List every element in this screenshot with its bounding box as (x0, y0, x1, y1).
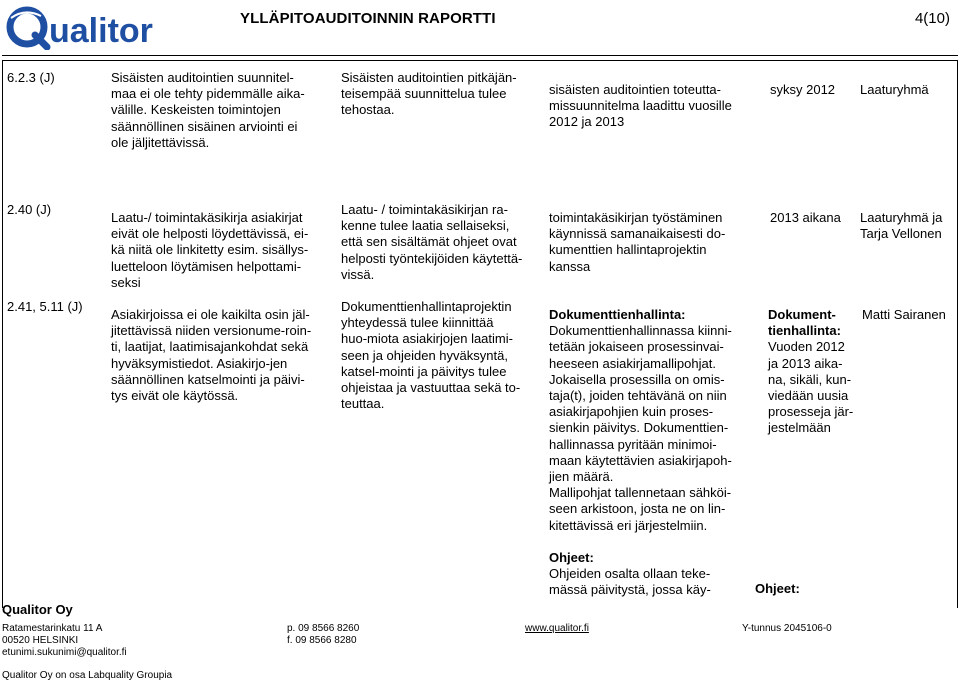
finding-text: Sisäisten auditointien suunnitel- maa ei ole tehty pidemmälle aika- välille. Keskeisten toimintojen säännöllinen sisäinen arviointi ei ole jäljitettävissä. (111, 70, 305, 150)
schedule-text: 2013 aikana (770, 210, 841, 225)
responsible-text: Laaturyhmä (860, 82, 929, 97)
schedule-text: Dokument- tienhallinta: Vuoden 2012 ja 2013 aika- na, sikäli, kun- viedään uusia prosesseja jär- jestelmään (768, 307, 854, 436)
action-text-2: Ohjeet: Ohjeiden osalta ollaan teke- mässä päivitystä, jossa käy- (549, 550, 759, 599)
footer-group-note: Qualitor Oy on osa Labquality Groupia (2, 670, 173, 681)
responsible-text: Matti Sairanen (862, 307, 946, 322)
footer-company: Qualitor Oy (2, 602, 73, 617)
footer-website-link[interactable]: www.qualitor.fi (525, 623, 589, 634)
finding-text: Asiakirjoissa ei ole kaikilta osin jäl- jitettävissä niiden versionume-roin- ti, laatijat, laatimisajankohdat sekä hyväksymistiedot. Asiakirjo-jen säännöllinen katselmointi ja päivi- tys eivät ole käytössä. (111, 307, 312, 404)
document-title: YLLÄPITOAUDITOINNIN RAPORTTI (240, 10, 496, 27)
footer-email: etunimi.sukunimi@qualitor.fi (2, 647, 127, 658)
footer-address-2: 00520 HELSINKI (2, 635, 79, 646)
page-header (0, 0, 960, 56)
page-number: 4(10) (914, 10, 950, 27)
schedule-text: syksy 2012 (770, 82, 836, 97)
responsible-text: Laaturyhmä ja Tarja Vellonen (860, 210, 943, 242)
goal-text: Sisäisten auditointien pitkäjän- teisempää suunnittelua tulee tehostaa. (341, 70, 517, 118)
row-id: 2.41, 5.11 (J) (7, 299, 83, 314)
footer-phone: p. 09 8566 8260 (287, 623, 360, 634)
row-id: 6.2.3 (J) (7, 70, 55, 85)
action-text: Dokumenttienhallinta: Dokumenttienhallinnassa kiinni- tetään jokaiseen prosessinvai- heeseen asiakirjamallipohjat. Jokaisella prosessilla on omis- taja(t), joiden tehtävänä on niin asiakirjapohjien kuin proses- sienkin päivitys. Dokumenttien- hallinnassa pyritään minimoi- maan käytettävien asiakirjapoh- jien määrä. Mallipohjat tallennetaan sähköi- seen arkistoon, josta ne on lin- kitettävissä eri järjestelmiin. (549, 307, 759, 534)
schedule-heading-2: Ohjeet: (755, 581, 800, 596)
action-heading-2: Ohjeet: (549, 550, 594, 565)
goal-text: Dokumenttienhallintaprojektin yhteydessä tulee kiinnittää huo-miota asiakirjojen laatimi- seen ja ohjeiden hyväksyntä, katsel-mointi ja päivitys tulee ohjeistaa ja vastuuttaa sekä to- teuttaa. (341, 299, 521, 412)
row-id: 2.40 (J) (7, 202, 52, 217)
action-heading: Dokumenttienhallinta: (549, 307, 686, 322)
action-text: sisäisten auditointien toteutta- missuunnitelma laadittu vuosille 2012 ja 2013 (549, 82, 732, 130)
logo-text: ualitor (49, 12, 153, 50)
footer-fax: f. 09 8566 8280 (287, 635, 357, 646)
footer-address-1: Ratamestarinkatu 11 A (2, 623, 103, 634)
action-text: toimintakäsikirjan työstäminen käynnissä samanaikaisesti do- kumenttien hallintaprojektin kanssa (549, 210, 726, 274)
qualitor-logo (5, 4, 205, 50)
goal-text: Laatu- / toimintakäsikirjan ra- kenne tulee laatia sellaiseksi, että sen sisältämät ohjeet ovat helposti työntekijöiden käytettä- vissä. (341, 202, 523, 282)
finding-text: Laatu-/ toimintakäsikirja asiakirjat eivät ole helposti löydettävissä, ei- kä niitä ole linkitetty esim. sisällys- luetteloon löytämisen helpottami- seksi (111, 210, 309, 290)
header-divider (2, 55, 958, 56)
footer-ytunnus: Y-tunnus 2045106-0 (742, 623, 832, 634)
page-footer (0, 604, 960, 687)
